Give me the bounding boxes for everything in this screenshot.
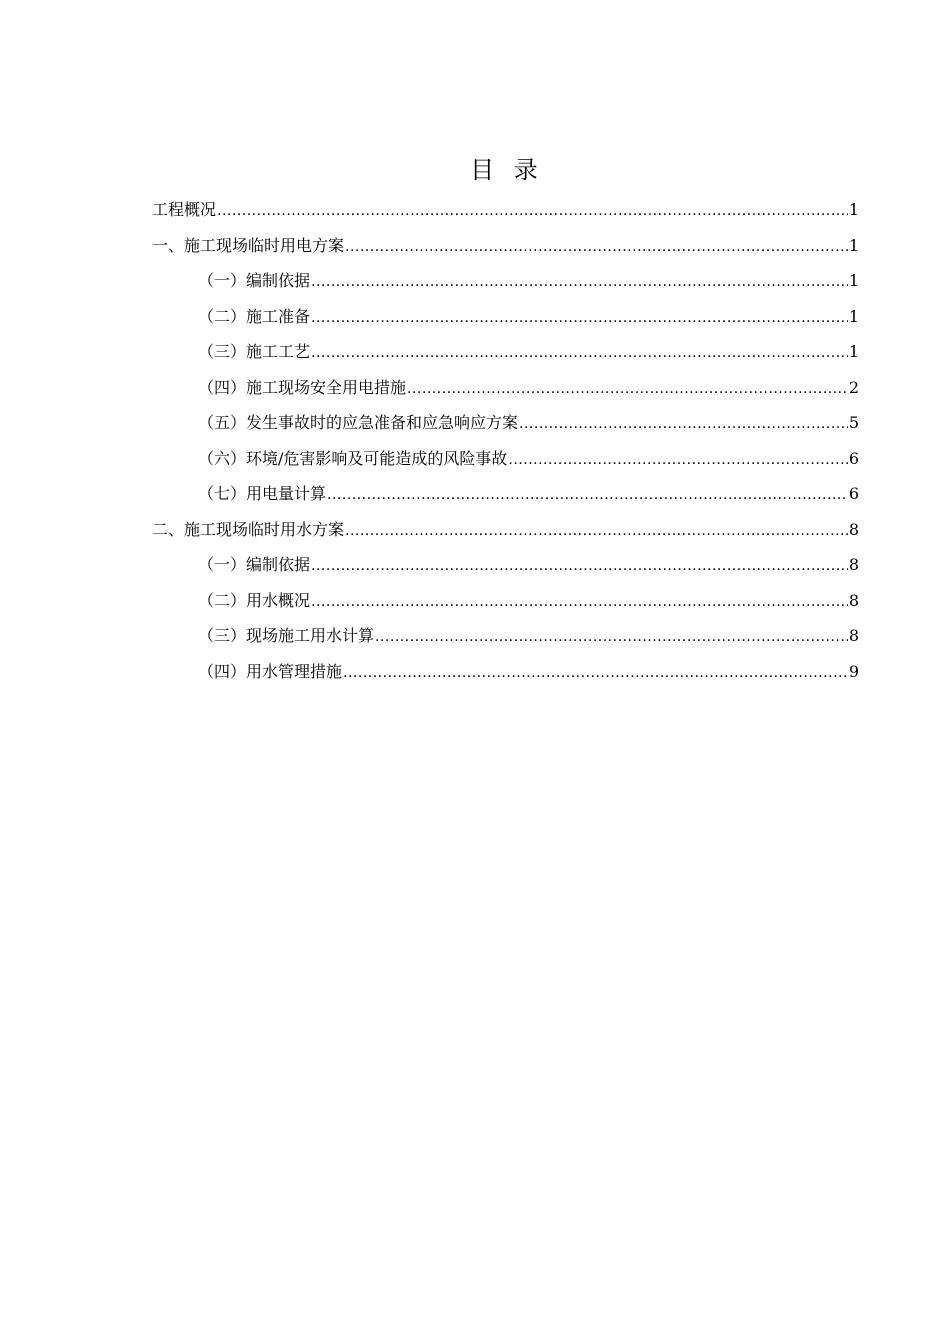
toc-entry-text: （一）编制依据	[198, 555, 311, 574]
toc-leader	[311, 549, 848, 585]
toc-page-number: 1	[848, 306, 859, 326]
toc-entry-text: （六）环境/危害影响及可能造成的风险事故	[198, 448, 508, 468]
toc-entry[interactable]	[152, 654, 859, 690]
toc-leader	[311, 301, 848, 337]
toc-leader	[508, 443, 847, 479]
toc-leader	[327, 478, 848, 514]
toc-entry-text: （二）施工准备	[198, 306, 311, 326]
toc-leader	[345, 514, 848, 550]
toc-page-number: 8	[848, 555, 859, 574]
toc-entry-text: （二）用水概况	[198, 590, 311, 610]
toc-entry[interactable]	[152, 512, 859, 548]
toc-entry-text: 二、施工现场临时用水方案	[152, 519, 345, 539]
toc-page-number: 1	[848, 271, 859, 290]
toc-entry-text: （五）发生事故时的应急准备和应急响应方案	[198, 413, 519, 432]
toc-entry-text: （七）用电量计算	[198, 484, 327, 503]
toc-page-number: 1	[848, 235, 859, 255]
toc-entry[interactable]	[152, 476, 859, 512]
toc-entry[interactable]	[152, 618, 859, 654]
toc-page-number: 1	[848, 200, 859, 219]
toc-entry-text: 工程概况	[152, 200, 217, 219]
toc-entry-text: （三）施工工艺	[198, 342, 311, 361]
toc-leader	[311, 585, 848, 621]
toc-page-number: 2	[848, 377, 859, 397]
toc-page-number: 8	[848, 590, 859, 610]
toc-entry[interactable]	[152, 263, 859, 299]
toc-entry[interactable]	[152, 441, 859, 477]
toc-entry[interactable]	[152, 547, 859, 583]
toc-leader	[217, 194, 848, 230]
toc-entry[interactable]	[152, 334, 859, 370]
toc-title: 目 录	[470, 156, 544, 184]
toc-page-number: 6	[848, 484, 859, 503]
toc-page-number: 9	[848, 661, 859, 681]
toc-entry-text: （三）现场施工用水计算	[198, 626, 375, 645]
toc-leader	[311, 265, 848, 301]
toc-entry[interactable]	[152, 192, 859, 228]
toc-leader	[345, 230, 848, 266]
toc-entry[interactable]	[152, 405, 859, 441]
toc-entry-text: （四）用水管理措施	[198, 661, 343, 681]
toc-entry-text: （一）编制依据	[198, 271, 311, 290]
toc-entry[interactable]	[152, 583, 859, 619]
toc-entry-text: 一、施工现场临时用电方案	[152, 235, 345, 255]
toc-entry[interactable]	[152, 370, 859, 406]
toc-leader	[375, 620, 848, 656]
toc-leader	[519, 407, 848, 443]
toc-page-number: 8	[848, 626, 859, 645]
toc-page-number: 1	[848, 342, 859, 361]
toc-list	[152, 192, 859, 689]
toc-leader	[343, 656, 848, 692]
toc-page-number: 8	[848, 519, 859, 539]
toc-entry[interactable]	[152, 228, 859, 264]
toc-page-number: 6	[848, 448, 859, 468]
toc-page-number: 5	[848, 413, 859, 432]
toc-entry-text: （四）施工现场安全用电措施	[198, 377, 407, 397]
toc-leader	[311, 336, 848, 372]
toc-leader	[407, 372, 848, 408]
toc-entry[interactable]	[152, 299, 859, 335]
